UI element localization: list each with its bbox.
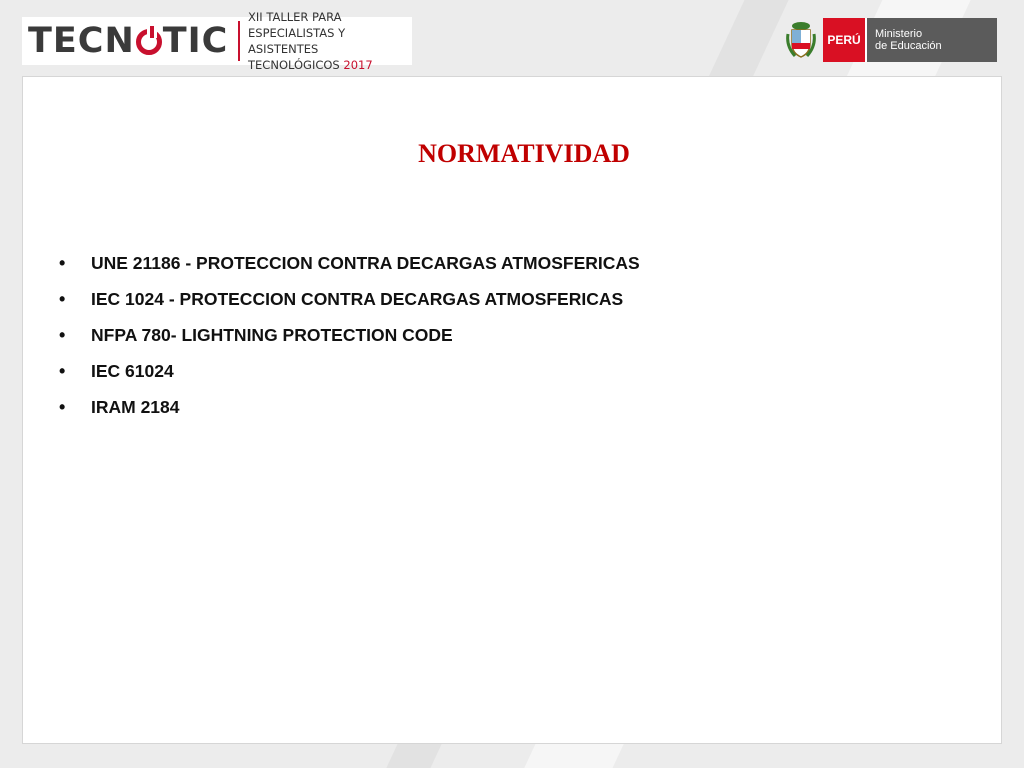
list-item (59, 281, 640, 317)
list-item (59, 389, 640, 425)
event-subtitle-line1: XII TALLER PARA ESPECIALISTAS Y (248, 10, 346, 40)
list-item-text: UNE 21186 - PROTECCION CONTRA DECARGAS ATMOSFERICAS (91, 252, 640, 273)
tecnotic-logo (28, 20, 229, 61)
coat-of-arms-icon (784, 18, 818, 62)
power-icon (136, 29, 162, 55)
slide-header (0, 0, 1024, 70)
list-item-text: IEC 61024 (91, 360, 174, 381)
event-subtitle (248, 9, 412, 73)
bullet-icon: • (59, 288, 66, 309)
bullet-icon: • (59, 252, 66, 273)
ministry-logo-block (784, 18, 997, 62)
event-year: 2017 (343, 58, 373, 72)
list-item (59, 317, 640, 353)
bullet-icon: • (59, 396, 66, 417)
slide-content-panel (22, 76, 1002, 744)
list-item (59, 245, 640, 281)
event-subtitle-line2: ASISTENTES TECNOLÓGICOS (248, 42, 340, 72)
list-item-text: IEC 1024 - PROTECCION CONTRA DECARGAS ATMOSFERICAS (91, 288, 624, 309)
bullet-icon: • (59, 324, 66, 345)
list-item-text: NFPA 780- LIGHTNING PROTECTION CODE (91, 324, 453, 345)
ministry-name-line2: de Educación (875, 40, 942, 52)
standards-list (59, 245, 640, 425)
tecnotic-logo-block (22, 10, 412, 72)
logo-divider (238, 21, 240, 61)
list-item (59, 353, 640, 389)
bullet-icon: • (59, 360, 66, 381)
ministry-name (867, 18, 997, 62)
tecnotic-logo-text-start: TECN (28, 20, 135, 61)
ministry-name-line1: Ministerio (875, 28, 923, 40)
slide-title: NORMATIVIDAD (418, 139, 630, 168)
peru-label: PERÚ (823, 18, 865, 62)
list-item-text: IRAM 2184 (91, 396, 180, 417)
tecnotic-logo-text-end: TIC (162, 20, 229, 61)
